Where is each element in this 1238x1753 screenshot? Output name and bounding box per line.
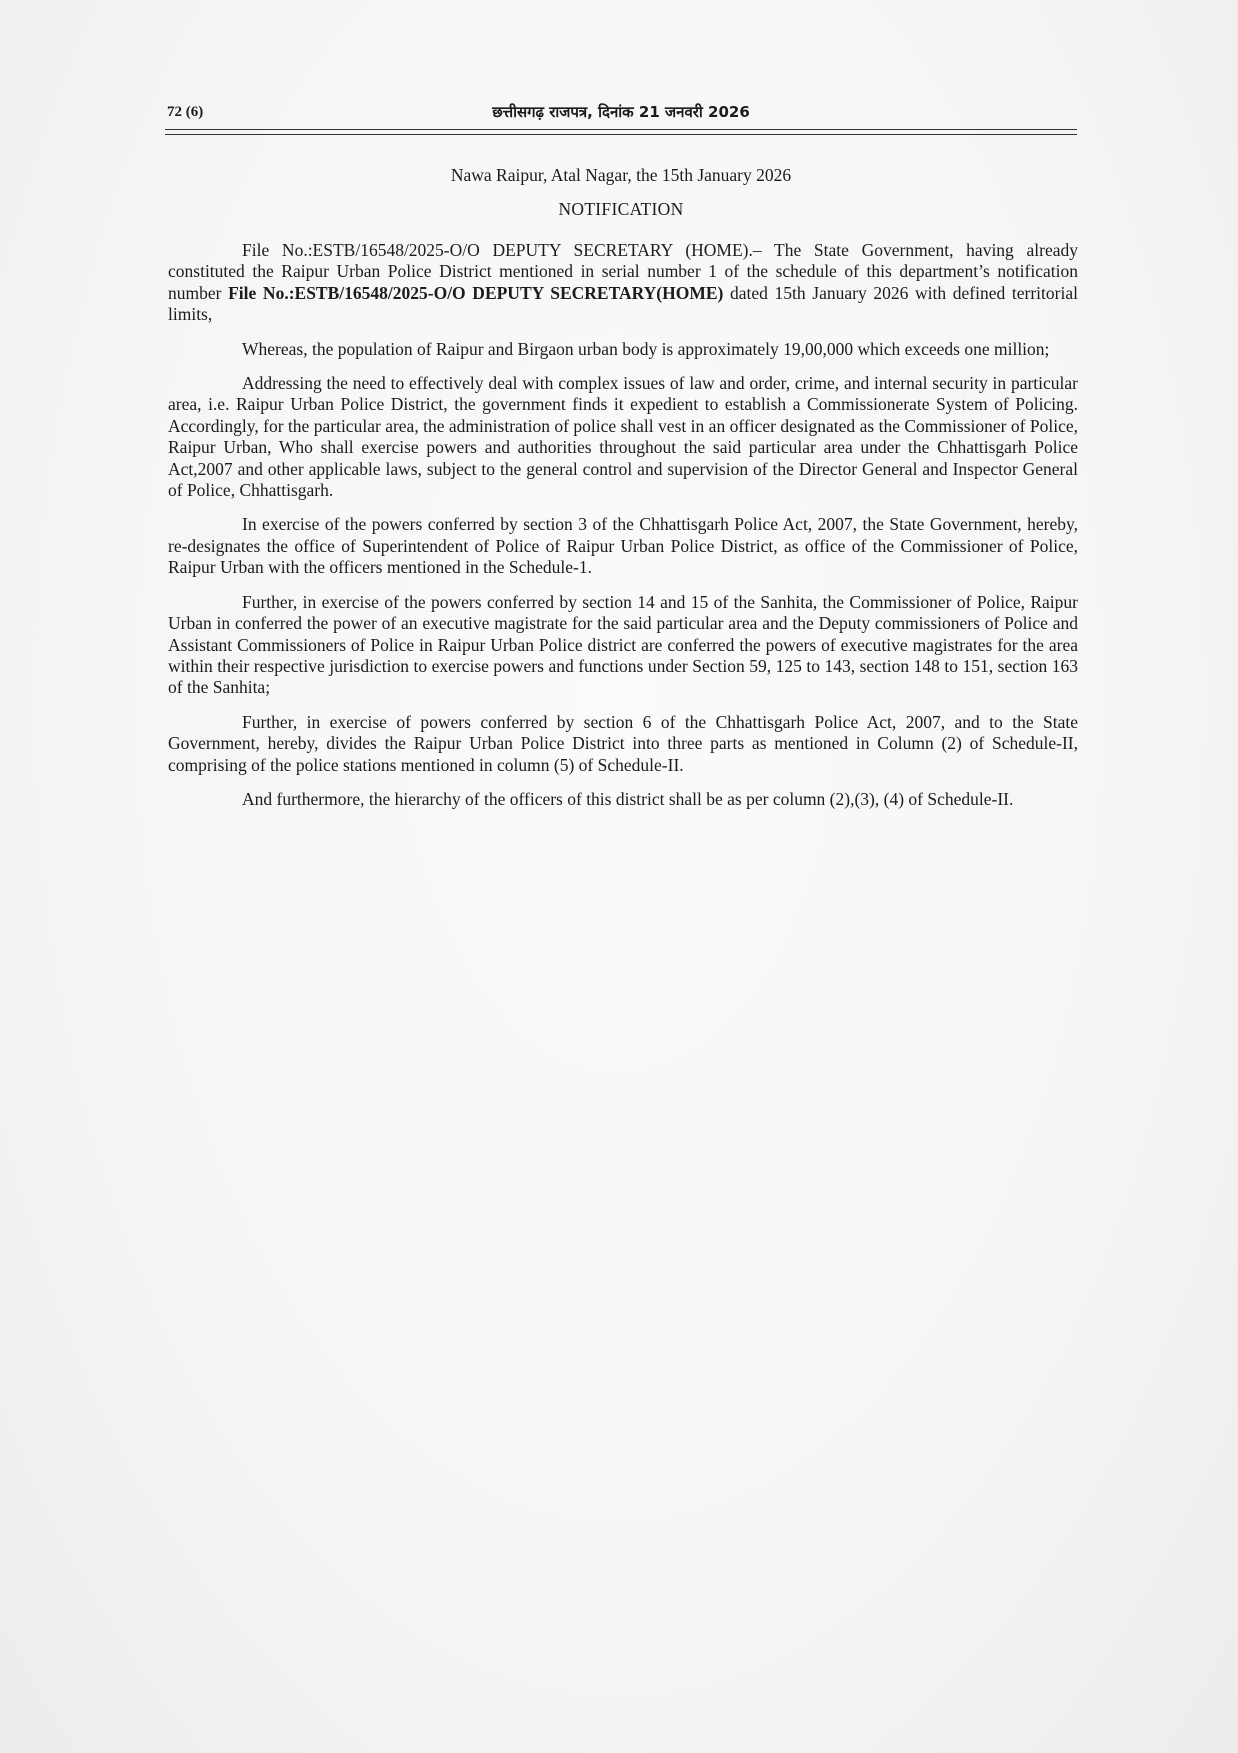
paragraph-hierarchy: And furthermore, the hierarchy of the officers of this district shall be as per column (2),(3), (4) of Schedule-II. (242, 788, 1014, 809)
file-number-bold: File No.:ESTB/16548/2025-O/O DEPUTY SECRETARY(HOME) (228, 282, 724, 303)
paragraph-magistrate-powers: Further, in exercise of the powers conferred by section 14 and 15 of the Sanhita, the Commissioner of Police, Raipur Urban in conferred the power of an executive magistrate for the said particular area and the Deputy commissioners of Police and Assistant Commissioners of Police in Raipur Urban Police district are conferred the powers of executive magistrates for the area within their respective jurisdiction to exercise powers and functions under Section 59, 125 to 143, section 148 to 151, section 163 of the Sanhita; (168, 591, 1078, 698)
notification-body (168, 240, 1078, 810)
page-number: 72 (6) (167, 104, 204, 120)
page-header (165, 100, 1077, 126)
place-and-date: Nawa Raipur, Atal Nagar, the 15th January 2026 (450, 165, 792, 185)
gazette-title: छत्तीसगढ़ राजपत्र, दिनांक 21 जनवरी 2026 (492, 103, 750, 121)
notification-heading: NOTIFICATION (558, 199, 684, 219)
paragraph-file-no-end: dated 15th January 2026 with defined territorial limits, (168, 282, 1078, 325)
paragraph-population: Whereas, the population of Raipur and Birgaon urban body is approximately 19,00,000 which exceeds one million; (242, 338, 1050, 359)
paragraph-file-no-start: File No.:ESTB/16548/2025-O/O DEPUTY SECRETARY (HOME).– The State Government, having already constituted the Raipur Urban Police District mentioned in serial number 1 of the schedule of this department’s notification number (168, 240, 1078, 303)
header-rule-top (165, 129, 1077, 130)
paragraph-commissionerate: Addressing the need to effectively deal with complex issues of law and order, crime, and internal security in particular area, i.e. Raipur Urban Police District, the government finds it expedient to establish a Commissionerate System of Policing. Accordingly, for the particular area, the administration of police shall vest in an officer designated as the Commissioner of Police, Raipur Urban, Who shall exercise powers and authorities throughout the said particular area under the Chhattisgarh Police Act,2007 and other applicable laws, subject to the general control and supervision of the Director General and Inspector General of Police, Chhattisgarh. (168, 373, 1078, 501)
paragraph-division: Further, in exercise of powers conferred by section 6 of the Chhattisgarh Police Act, 2007, and to the State Government, hereby, divides the Raipur Urban Police District into three parts as mentioned in Column (2) of Schedule-II, comprising of the police stations mentioned in column (5) of Schedule-II. (168, 711, 1078, 775)
paragraph-redesignation: In exercise of the powers conferred by section 3 of the Chhattisgarh Police Act, 2007, the State Government, hereby, re-designates the office of Superintendent of Police of Raipur Urban Police District, as office of the Commissioner of Police, Raipur Urban with the officers mentioned in the Schedule-1. (168, 514, 1078, 578)
paragraph-file-no (168, 240, 1078, 326)
header-rule-bottom (165, 134, 1077, 135)
